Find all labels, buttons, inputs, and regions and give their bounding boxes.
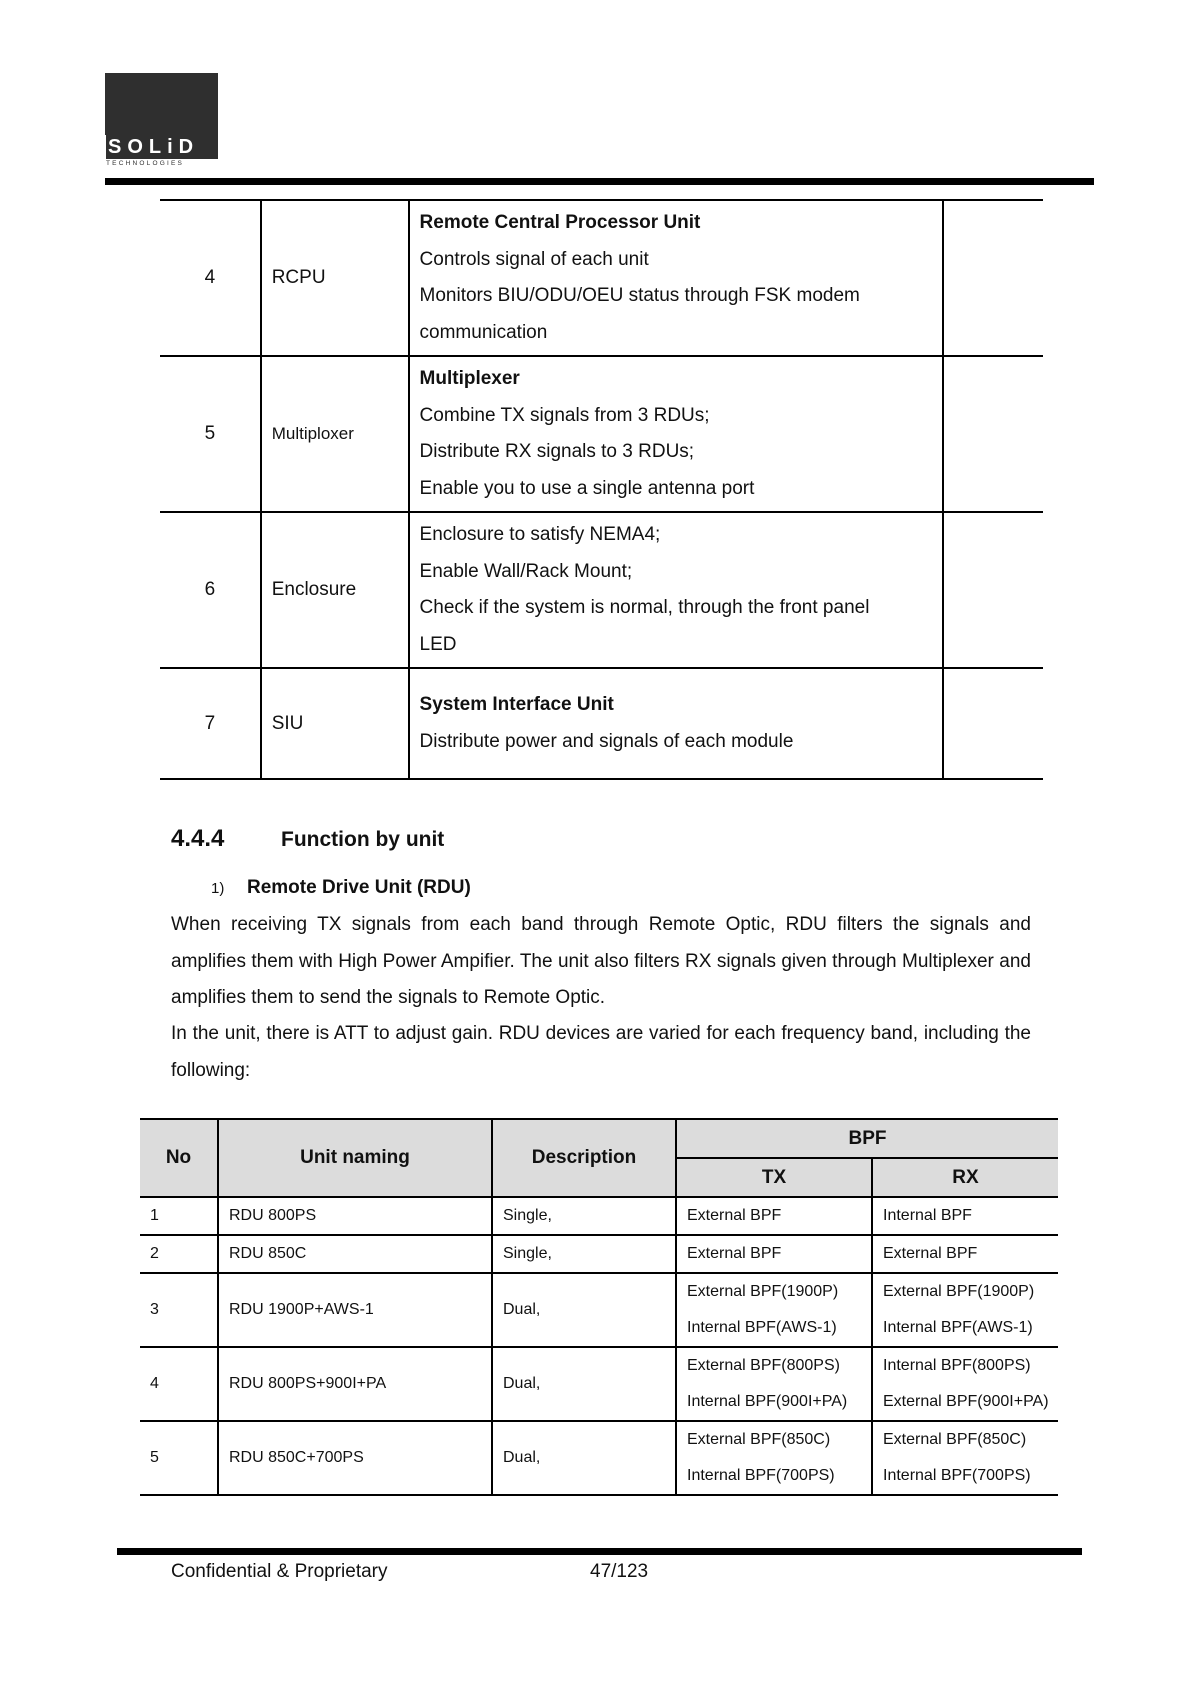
page-number: 47/123 bbox=[590, 1561, 649, 1582]
cell-tx-bpf: External BPF(800PS) bbox=[676, 1347, 872, 1384]
component-description bbox=[409, 356, 944, 512]
cell-unit-naming: RDU 850C bbox=[218, 1235, 492, 1273]
cell-tx-bpf: External BPF bbox=[676, 1235, 872, 1273]
table-row bbox=[140, 1197, 1058, 1235]
cell-description: Single, bbox=[492, 1197, 676, 1235]
cell-no: 1 bbox=[140, 1197, 218, 1235]
component-name: Multiploxer bbox=[261, 356, 409, 512]
description-line: Enable you to use a single antenna port bbox=[419, 477, 755, 499]
section-number: 4.4.4 bbox=[171, 825, 225, 852]
company-logo bbox=[105, 73, 218, 169]
cell-description: Single, bbox=[492, 1235, 676, 1273]
component-description bbox=[409, 668, 944, 779]
cell-tx-bpf: Internal BPF(900I+PA) bbox=[676, 1384, 872, 1421]
section-title: Function by unit bbox=[281, 828, 445, 851]
cell-tx-bpf: External BPF bbox=[676, 1197, 872, 1235]
cell-tx-bpf: Internal BPF(AWS-1) bbox=[676, 1310, 872, 1347]
description-line: LED bbox=[419, 633, 457, 655]
subsection-heading bbox=[211, 877, 471, 899]
component-description bbox=[409, 512, 944, 668]
footer-confidential: Confidential & Proprietary bbox=[171, 1561, 388, 1582]
component-row bbox=[160, 668, 1043, 779]
cell-no: 5 bbox=[140, 1421, 218, 1495]
cell-rx-bpf: External BPF(1900P) bbox=[883, 1283, 1035, 1300]
component-name: RCPU bbox=[261, 200, 409, 356]
component-description bbox=[409, 200, 944, 356]
description-line: Enclosure to satisfy NEMA4; bbox=[419, 524, 661, 545]
component-no: 6 bbox=[160, 512, 261, 668]
cell-description: Dual, bbox=[492, 1421, 676, 1495]
component-name: Enclosure bbox=[261, 512, 409, 668]
paragraph: In the unit, there is ATT to adjust gain. RDU devices are varied for each frequency band, including the following: bbox=[171, 1023, 1031, 1081]
table-row bbox=[140, 1347, 1058, 1384]
cell-tx-bpf: Internal BPF(700PS) bbox=[676, 1458, 872, 1495]
description-line: communication bbox=[419, 321, 548, 343]
cell-description: Dual, bbox=[492, 1273, 676, 1347]
cell-no: 3 bbox=[140, 1273, 218, 1347]
description-line: Distribute RX signals to 3 RDUs; bbox=[419, 441, 695, 462]
description-line: Combine TX signals from 3 RDUs; bbox=[419, 404, 710, 426]
header-unit-naming: Unit naming bbox=[218, 1119, 492, 1197]
component-no: 7 bbox=[160, 668, 261, 779]
description-line: Enable Wall/Rack Mount; bbox=[419, 560, 633, 582]
description-line: Monitors BIU/ODU/OEU status through FSK modem bbox=[419, 285, 860, 306]
section-heading bbox=[171, 825, 444, 853]
cell-rx-bpf: Internal BPF(800PS) bbox=[883, 1357, 1031, 1374]
logo-wordmark: SOLiD bbox=[106, 135, 218, 159]
description-line: Check if the system is normal, through the front panel bbox=[419, 597, 870, 618]
subsection-number: 1) bbox=[211, 880, 225, 897]
logo-tagline: TECHNOLOGIES bbox=[106, 160, 185, 167]
cell-rx-bpf: Internal BPF(700PS) bbox=[883, 1467, 1031, 1484]
footer-rule bbox=[117, 1548, 1082, 1555]
empty-cell bbox=[943, 356, 1043, 512]
description-title: Remote Central Processor Unit bbox=[419, 212, 701, 233]
table-row bbox=[140, 1235, 1058, 1273]
table-row bbox=[140, 1421, 1058, 1458]
cell-rx-bpf: External BPF(900I+PA) bbox=[872, 1384, 1058, 1421]
component-row bbox=[160, 200, 1043, 356]
header-rule bbox=[105, 178, 1094, 185]
empty-cell bbox=[943, 512, 1043, 668]
cell-rx-bpf: Internal BPF bbox=[872, 1197, 1058, 1235]
cell-rx-bpf: External BPF bbox=[872, 1235, 1058, 1273]
description-title: System Interface Unit bbox=[419, 694, 614, 715]
empty-cell bbox=[943, 668, 1043, 779]
component-no: 5 bbox=[160, 356, 261, 512]
cell-description: Dual, bbox=[492, 1347, 676, 1421]
description-line: Distribute power and signals of each module bbox=[419, 730, 794, 752]
table-row bbox=[140, 1273, 1058, 1310]
cell-rx-bpf: Internal BPF(AWS-1) bbox=[872, 1310, 1058, 1347]
cell-no: 2 bbox=[140, 1235, 218, 1273]
header-bpf: BPF bbox=[676, 1119, 1058, 1158]
cell-unit-naming: RDU 850C+700PS bbox=[218, 1421, 492, 1495]
component-table bbox=[160, 199, 1043, 780]
description-title: Multiplexer bbox=[419, 368, 520, 389]
cell-unit-naming: RDU 1900P+AWS-1 bbox=[218, 1273, 492, 1347]
header-tx: TX bbox=[676, 1158, 872, 1197]
cell-no: 4 bbox=[140, 1347, 218, 1421]
header-no: No bbox=[140, 1119, 218, 1197]
component-no: 4 bbox=[160, 200, 261, 356]
component-name: SIU bbox=[261, 668, 409, 779]
description-line: Controls signal of each unit bbox=[419, 248, 649, 270]
rdu-table bbox=[140, 1118, 1058, 1496]
cell-unit-naming: RDU 800PS bbox=[218, 1197, 492, 1235]
cell-rx-bpf: External BPF(850C) bbox=[883, 1431, 1027, 1448]
cell-tx-bpf: External BPF(1900P) bbox=[676, 1273, 872, 1310]
header-rx: RX bbox=[872, 1158, 1058, 1197]
logo-block bbox=[105, 73, 218, 135]
cell-unit-naming: RDU 800PS+900I+PA bbox=[218, 1347, 492, 1421]
paragraph: When receiving TX signals from each band through Remote Optic, RDU filters the signals and amplifies them with High Power Ampifier. The unit also filters RX signals given through Multiplexer and amplifies them to send the signals to Remote Optic. bbox=[171, 914, 1031, 1008]
empty-cell bbox=[943, 200, 1043, 356]
component-row bbox=[160, 356, 1043, 512]
header-description: Description bbox=[492, 1119, 676, 1197]
component-row bbox=[160, 512, 1043, 668]
subsection-title: Remote Drive Unit (RDU) bbox=[247, 877, 471, 898]
cell-tx-bpf: External BPF(850C) bbox=[676, 1421, 872, 1458]
